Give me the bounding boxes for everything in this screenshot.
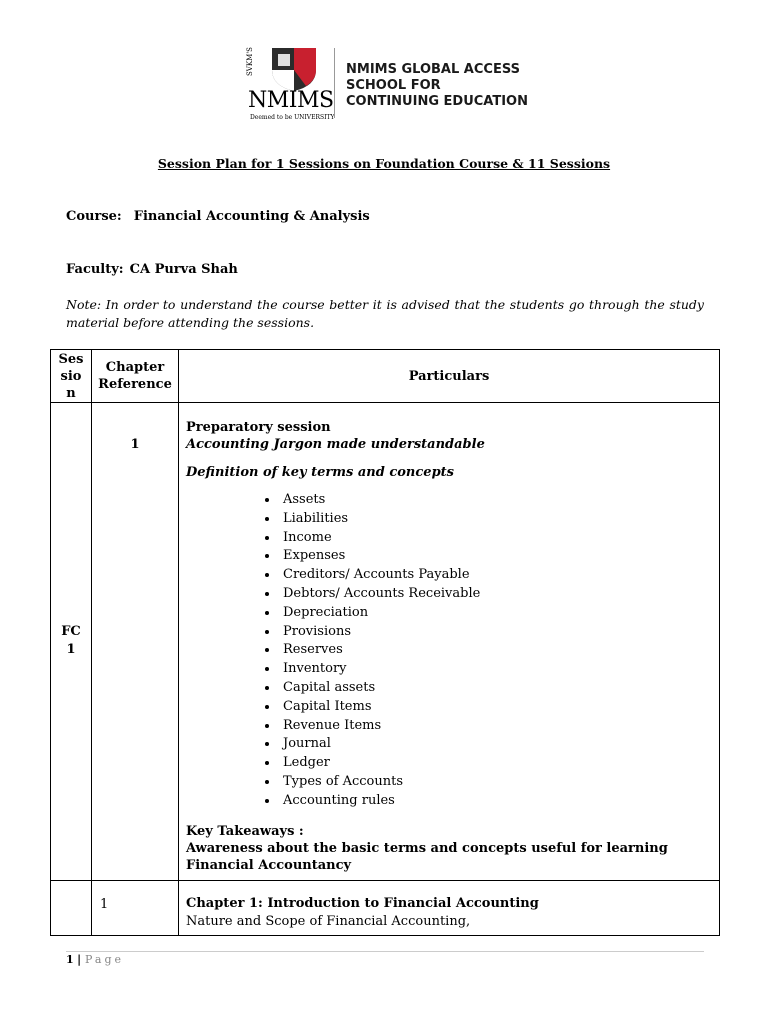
header-particulars: Particulars [179, 350, 720, 403]
school-line-2: SCHOOL FOR [346, 78, 441, 93]
particulars-cell [179, 403, 720, 881]
list-item: • Creditors/ Accounts Payable [279, 566, 711, 585]
header-session: Ses sio n [51, 350, 92, 403]
session-cell: FC 1 [51, 403, 92, 881]
table-row [51, 403, 720, 881]
faculty-label: Faculty: [66, 262, 124, 277]
list-item: • Capital Items [279, 698, 711, 717]
course-line [66, 209, 370, 224]
crest-icon [266, 46, 322, 92]
list-item: • Assets [279, 491, 711, 510]
faculty-value: CA Purva Shah [129, 262, 238, 277]
list-item: • Inventory [279, 660, 711, 679]
note-text: Note: In order to understand the course better it is advised that the students go through the study material before attending the sessions. [66, 297, 704, 330]
footer-divider [66, 951, 704, 952]
table-header-row [51, 350, 720, 403]
list-item: • Depreciation [279, 604, 711, 623]
course-value: Financial Accounting & Analysis [133, 209, 370, 224]
list-item: • Revenue Items [279, 717, 711, 736]
chapter-cell: 1 [92, 880, 179, 935]
row-heading: Preparatory session [186, 420, 331, 435]
school-line-1: NMIMS GLOBAL ACCESS [346, 62, 520, 77]
list-item: • Ledger [279, 754, 711, 773]
nmims-logo [246, 44, 536, 124]
list-item: • Expenses [279, 547, 711, 566]
takeaways-text: Awareness about the basic terms and concepts useful for learning Financial Accountancy [186, 840, 668, 873]
session-plan-table [50, 349, 720, 936]
chapter-cell [92, 403, 179, 881]
course-label: Course: [66, 209, 122, 224]
page-number: 1 [66, 953, 74, 966]
session-cell [51, 880, 92, 935]
terms-list [186, 491, 711, 811]
row-section: Definition of key terms and concepts [186, 465, 454, 480]
row-heading: Chapter 1: Introduction to Financial Accounting [186, 895, 539, 911]
faculty-line [66, 262, 238, 277]
list-item: • Accounting rules [279, 792, 711, 811]
chapter-value: 1 [130, 437, 140, 452]
table-row [51, 880, 720, 935]
row-line: Nature and Scope of Financial Accounting, [186, 913, 471, 929]
header-chapter: Chapter Reference [92, 350, 179, 403]
svkms-text: SVKM'S [246, 47, 254, 76]
document-title: Session Plan for 1 Sessions on Foundation Course & 11 Sessions [157, 156, 611, 171]
list-item: • Types of Accounts [279, 773, 711, 792]
nmims-wordmark: NMIMS [248, 88, 334, 113]
logo-divider [334, 48, 335, 118]
list-item: • Debtors/ Accounts Receivable [279, 585, 711, 604]
takeaways-label: Key Takeaways : [186, 823, 304, 839]
list-item: • Liabilities [279, 510, 711, 529]
page-footer: 1 | Page [66, 953, 125, 966]
particulars-cell [179, 880, 720, 935]
list-item: • Journal [279, 735, 711, 754]
school-name [346, 62, 528, 110]
school-line-3: CONTINUING EDUCATION [346, 94, 528, 109]
list-item: • Capital assets [279, 679, 711, 698]
list-item: • Provisions [279, 623, 711, 642]
row-subheading: Accounting Jargon made understandable [186, 437, 485, 452]
page-label: Page [85, 953, 125, 966]
list-item: • Reserves [279, 641, 711, 660]
list-item: • Income [279, 529, 711, 548]
deemed-university-text: Deemed to be UNIVERSITY [250, 114, 335, 121]
